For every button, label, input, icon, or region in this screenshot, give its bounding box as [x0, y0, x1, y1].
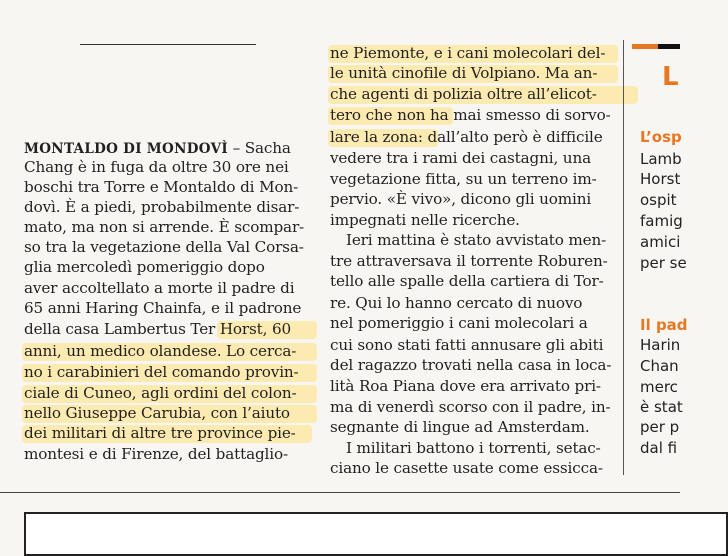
- column-divider: [623, 40, 624, 475]
- sidebar-line: merc: [640, 378, 678, 396]
- article-line: ma di venerdì scorso con il padre, in-: [330, 398, 611, 416]
- sidebar-line: ospit: [640, 191, 677, 209]
- sidebar-line: famig: [640, 212, 683, 230]
- article-line: MONTALDO DI MONDOVÌ – Sacha: [24, 139, 291, 157]
- sidebar-line: dal fi: [640, 439, 678, 457]
- article-line: del ragazzo trovati nella casa in loca-: [330, 356, 612, 374]
- article-line: so tra la vegetazione della Val Corsa-: [24, 238, 304, 256]
- article-line: ciale di Cuneo, agli ordini del colon-: [24, 384, 297, 402]
- article-line: 65 anni Haring Chainfa, e il padrone: [24, 299, 302, 317]
- sidebar-line: Horst: [640, 170, 681, 188]
- article-line: vegetazione fitta, su un terreno im-: [330, 170, 597, 188]
- sidebar-line: Lamb: [640, 150, 682, 168]
- article-line: anni, un medico olandese. Lo cerca-: [24, 342, 297, 360]
- article-line: tero che non ha mai smesso di sorvo-: [330, 106, 611, 124]
- article-line: che agenti di polizia oltre all’elicot-: [330, 85, 597, 103]
- article-line: tre attraversava il torrente Roburen-: [330, 252, 608, 270]
- article-line: vedere tra i rami dei castagni, una: [330, 149, 591, 167]
- article-line: lare la zona: dall’alto però è difficile: [330, 128, 603, 146]
- sidebar-dark-bar: [658, 44, 680, 49]
- sidebar-line: per p: [640, 418, 680, 436]
- article-line: pervio. «È vivo», dicono gli uomini: [330, 190, 592, 208]
- sidebar-line: amici: [640, 233, 681, 251]
- article-line: tello alle spalle della cartiera di Tor-: [330, 272, 604, 290]
- article-line: nel pomeriggio i cani molecolari a: [330, 314, 588, 332]
- article-line: impegnati nelle ricerche.: [330, 211, 520, 229]
- article-line: della casa Lambertus Ter Horst, 60: [24, 320, 292, 338]
- article-line: ne Piemonte, e i cani molecolari del-: [330, 44, 606, 62]
- sidebar-accent-bar: [632, 44, 658, 49]
- article-line: dei militari di altre tre province pie-: [24, 424, 296, 442]
- article-line: ciano le casette usate come essicca-: [330, 459, 603, 477]
- article-line: boschi tra Torre e Montaldo di Mon-: [24, 178, 299, 196]
- sidebar-line: Chan: [640, 357, 679, 375]
- article-line: I militari battono i torrenti, setac-: [346, 439, 601, 457]
- sidebar-line: Harin: [640, 336, 681, 354]
- article-line: cui sono stati fatti annusare gli abiti: [330, 336, 604, 354]
- article-line: dovì. È a piedi, probabilmente disar-: [24, 198, 300, 216]
- article-line: re. Qui lo hanno cercato di nuovo: [330, 294, 583, 312]
- article-line: segnante di lingue ad Amsterdam.: [330, 418, 590, 436]
- article-line: aver accoltellato a morte il padre di: [24, 279, 295, 297]
- article-line: Chang è in fuga da oltre 30 ore nei: [24, 158, 289, 176]
- sidebar-line: per se: [640, 254, 687, 272]
- sidebar-line: è stat: [640, 398, 683, 416]
- sidebar-title: L: [662, 62, 679, 92]
- article-line: mato, ma non si arrende. È scompar-: [24, 218, 305, 236]
- top-rule: [80, 44, 256, 45]
- bottom-frame: [24, 512, 728, 556]
- article-line: nello Giuseppe Carubia, con l’aiuto: [24, 404, 290, 422]
- article-line: Ieri mattina è stato avvistato men-: [346, 231, 607, 249]
- sidebar-heading: L’osp: [640, 128, 682, 146]
- bottom-divider: [0, 492, 680, 493]
- article-line: le unità cinofile di Volpiano. Ma an-: [330, 64, 598, 82]
- article-line: montesi e di Firenze, del battaglio-: [24, 445, 288, 463]
- sidebar-heading: Il pad: [640, 316, 688, 334]
- article-line: no i carabinieri del comando provin-: [24, 363, 299, 381]
- article-line: glia mercoledì pomeriggio dopo: [24, 258, 265, 276]
- article-line: lità Roa Piana dove era arrivato pri-: [330, 377, 601, 395]
- sidebar-box: [628, 0, 688, 480]
